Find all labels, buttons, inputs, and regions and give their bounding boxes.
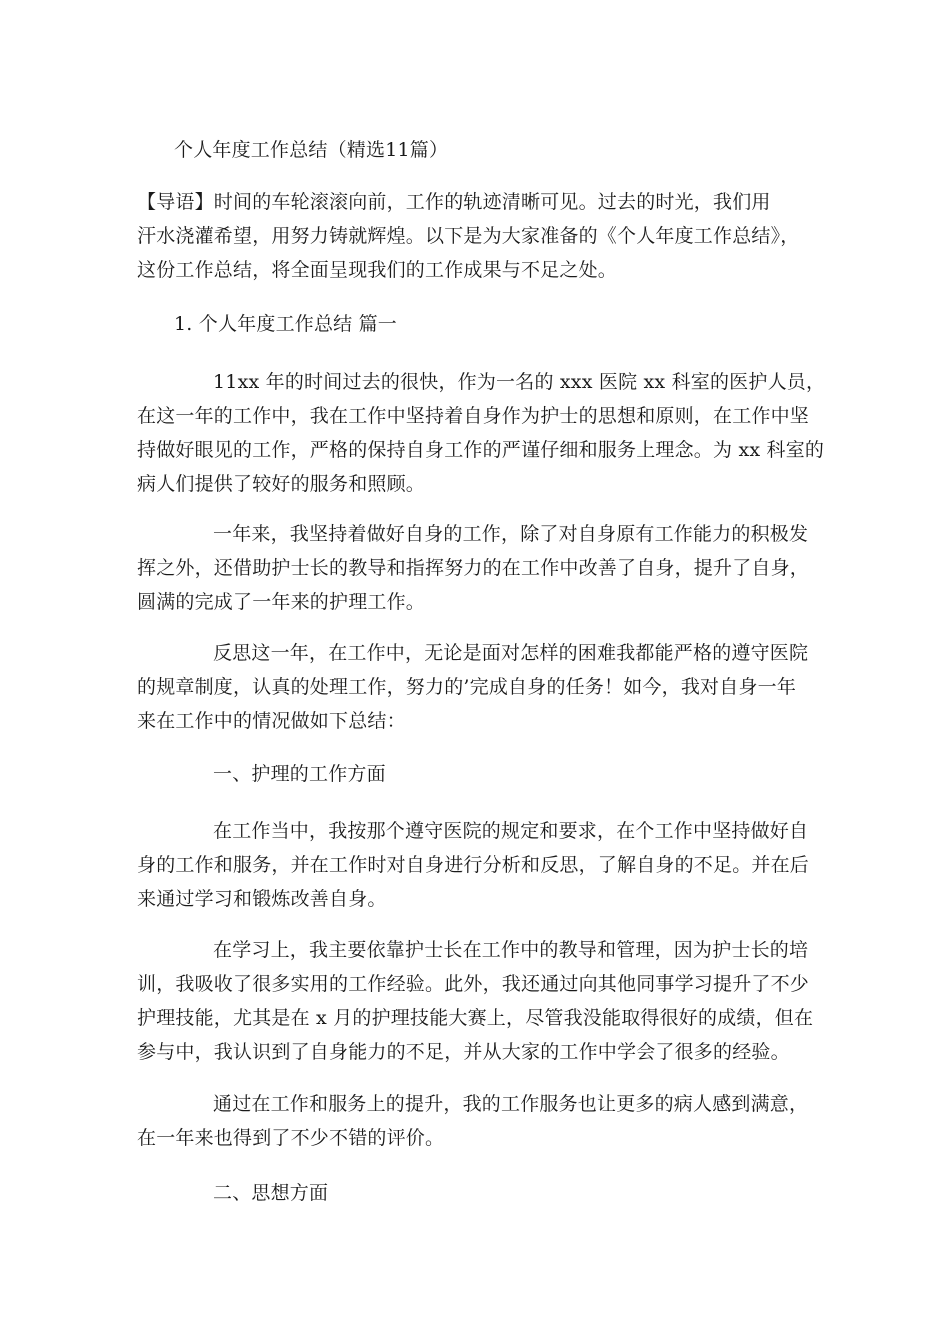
body-paragraph-1	[137, 365, 826, 501]
paragraph-line: 一年来，我坚持着做好自身的工作，除了对自身原有工作能力的积极发	[213, 523, 809, 545]
body-paragraph-2	[137, 517, 817, 619]
body-paragraph-5	[137, 933, 817, 1069]
paragraph-line: 参与中，我认识到了自身能力的不足，并从大家的工作中学会了很多的经验。	[137, 1041, 790, 1063]
paragraph-line: 在学习上，我主要依靠护士长在工作中的教导和管理，因为护士长的培	[213, 939, 809, 961]
section-heading-line: 1. 个人年度工作总结 篇一	[174, 313, 398, 335]
paragraph-line: 在这一年的工作中，我在工作中坚持着自身作为护士的思想和原则，在工作中坚	[137, 405, 810, 427]
body-paragraph-3	[137, 636, 817, 738]
paragraph-line: 训，我吸收了很多实用的工作经验。此外，我还通过向其他同事学习提升了不少	[137, 973, 810, 995]
intro-line: 这份工作总结，将全面呈现我们的工作成果与不足之处。	[137, 259, 618, 281]
subheading-thinking	[137, 1176, 817, 1210]
section-heading	[137, 307, 817, 341]
paragraph-line: 挥之外，还借助护士长的教导和指挥努力的在工作中改善了自身，提升了自身，	[137, 557, 810, 579]
paragraph-line: 来在工作中的情况做如下总结：	[137, 710, 406, 732]
document-title	[137, 133, 817, 167]
paragraph-line: 圆满的完成了一年来的护理工作。	[137, 591, 426, 613]
paragraph-line: 反思这一年，在工作中，无论是面对怎样的困难我都能严格的遵守医院	[213, 642, 809, 664]
body-paragraph-6	[137, 1087, 817, 1155]
paragraph-line: 护理技能，尤其是在 x 月的护理技能大赛上，尽管我没能取得很好的成绩，但在	[137, 1007, 814, 1029]
intro-line: 【导语】时间的车轮滚滚向前，工作的轨迹清晰可见。过去的时光，我们用	[137, 191, 771, 213]
paragraph-line: 持做好眼见的工作，严格的保持自身工作的严谨仔细和服务上理念。为 xx 科室的	[137, 439, 825, 461]
paragraph-line: 来通过学习和锻炼改善自身。	[137, 888, 387, 910]
subheading-line: 二、思想方面	[213, 1182, 329, 1204]
intro-paragraph	[137, 185, 817, 287]
subheading-line: 一、护理的工作方面	[213, 763, 386, 785]
body-paragraph-4	[137, 814, 817, 916]
intro-line: 汗水浇灌希望，用努力铸就辉煌。以下是为大家准备的《个人年度工作总结》，	[137, 225, 800, 247]
paragraph-line: 在一年来也得到了不少不错的评价。	[137, 1127, 445, 1149]
paragraph-line: 的规章制度，认真的处理工作，努力的’完成自身的任务！如今，我对自身一年	[137, 676, 797, 698]
paragraph-line: 身的工作和服务，并在工作时对自身进行分析和反思，了解自身的不足。并在后	[137, 854, 810, 876]
paragraph-line: 通过在工作和服务上的提升，我的工作服务也让更多的病人感到满意，	[213, 1093, 809, 1115]
paragraph-line: 病人们提供了较好的服务和照顾。	[137, 473, 426, 495]
subheading-nursing-work	[137, 757, 817, 791]
paragraph-line: 在工作当中，我按那个遵守医院的规定和要求，在个工作中坚持做好自	[213, 820, 809, 842]
paragraph-line: 11xx 年的时间过去的很快，作为一名的 xxx 医院 xx 科室的医护人员，	[213, 371, 826, 393]
title-line: 个人年度工作总结（精选11篇）	[174, 139, 449, 161]
